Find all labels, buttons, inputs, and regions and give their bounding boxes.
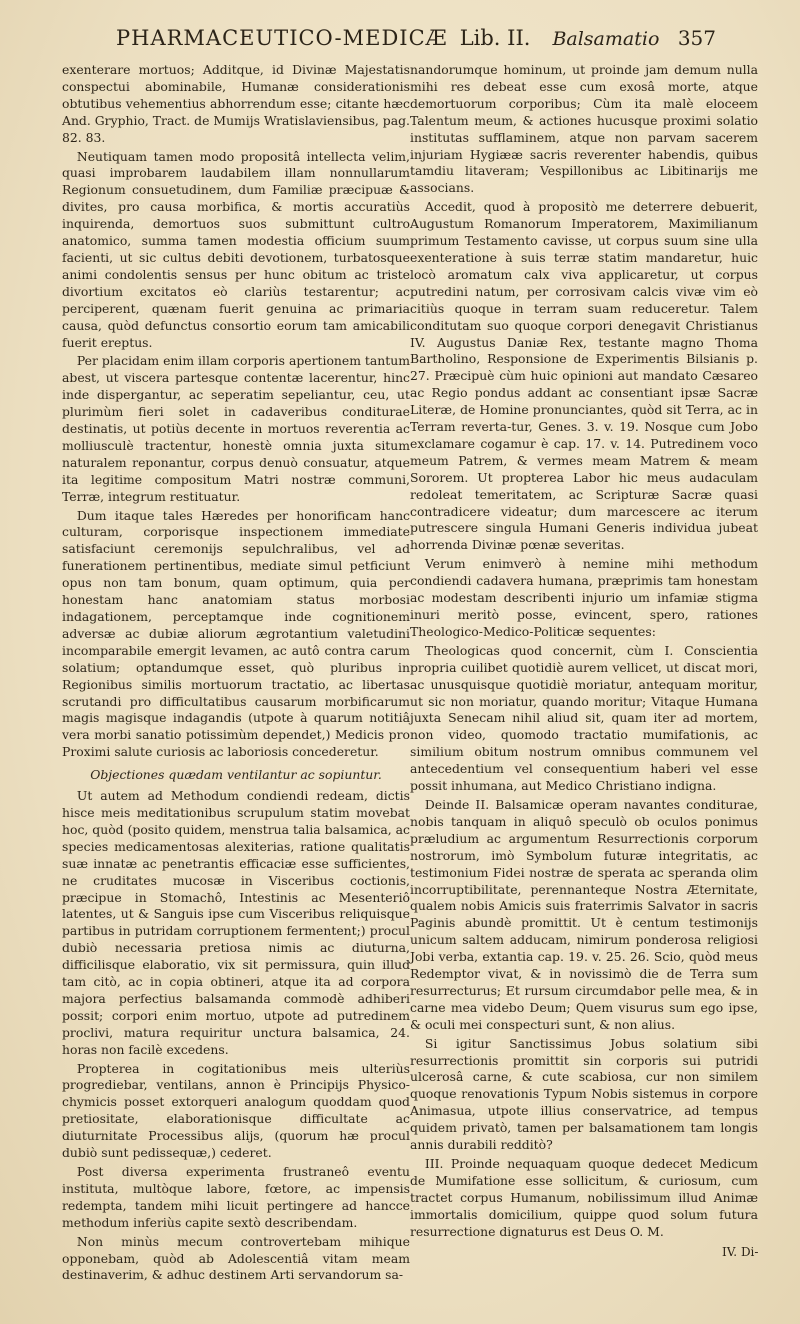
page-number: 357	[677, 26, 716, 50]
paragraph: Post diversa experimenta frustraneô eventu instituta, multòque labore, fœtore, ac impensis redempta, tandem mihi licuit pertingere ad hancce methodum inferiùs capite sextò describendam.	[62, 1164, 410, 1230]
paragraph: Theologicas quod concernit, cùm I. Conscientia propria cuilibet quotidiè aurem vellicet, ut discat mori, ac unusquisque quotidiè moriatur, antequam moritur, ut sic non moriatur, quando moritur; Vitaque Humana juxta Senecam nihil aliud sit, quam iter ad mortem, non video, quomodo tractatio mumifationis, ac similium obitum nostrum omnibus communem vel antecedentium vel consequentium haberi vel esse possit inhumana, aut Medico Christiano indigna.	[410, 642, 758, 794]
paragraph: Propterea in cogitationibus meis ulteriùs progrediebar, ventilans, annon è Principijs Physico-chymicis posset extorqueri analogum quoddam quod pretiositate, elaborationisque difficultate ac diuturnitate Processibus alijs, (quorum hæ procul dubiò sunt pedissequæ,) cederet.	[62, 1060, 410, 1161]
paragraph: Ut autem ad Methodum condiendi redeam, dictis hisce meis meditationibus scrupulum statim movebat hoc, quòd (posito quidem, menstrua talia balsamica, ac species medicamentosas alexiterias, ratione qualitatis suæ innatæ ac penetrantis efficaciæ esse sufficientes, ne cruditates mucosæ in Visceribus coctionis, præcipue in Stomachô, Intestinis ac Mesenteriô latentes, ut & Sanguis ipse cum Visceribus reliquisque partibus in putridam corruptionem fermentent;) procul dubiò necessaria pretiosa nimis ac diuturna, difficilisque elaboratio, vix sit permissura, quin illud tam citò, ac in copia obtineri, atque ita ad corpora majora perfectius balsamanda commodè adhiberi possit; corpori enim mortuo, utpote ad putredinem proclivi, matura requiritur unctura balsamica, 24. horas non facilè excedens.	[62, 788, 410, 1057]
section-heading: Objectiones quædam ventilantur ac sopiuntur.	[90, 767, 382, 783]
running-header	[116, 26, 716, 66]
paragraph: Per placidam enim illam corporis apertionem tantum abest, ut viscera partesque contentæ lacerentur, hinc inde dispergantur, ac seperatim sepeliantur, ceu, ut plurimùm fieri solet in cadaveribus conditurae destinatis, ut potiùs decente in mortuos reverentia ac molliusculè tractentur, honestè omnia juxta situm naturalem reponantur, corpus denuò consuatur, atque ita legitime compositum Matri nostræ communi, Terræ, integrum restituatur.	[62, 353, 410, 504]
paragraph: Deinde II. Balsamicæ operam navantes conditurae, nobis tanquam in aliquô speculò ob oculos ponimus præludium ac argumentum Resurrectionis corporum nostrorum, imò Symbolum futuræ integritatis, ac testimonium Fidei nostræ de sperata ac speranda olim incorruptibilitate, perennanteque Nostra Æternitate, qualem nobis Amicis suis fraterrimis Salvator in sacris Paginis abundè promittit. Ut è centum testimonijs unicum saltem adducam, nimirum ponderosa religiosi Jobi verba, extantia cap. 19. v. 25. 26. Scio, quòd meus Redemptor vivat, & in novissimò die de Terra sum resurrecturus; Et rursum circumdabor pelle mea, & in carne mea videbo Deum; Quem visurus sum ego ipse, & oculi mei conspecturi sunt, & non alius.	[410, 796, 758, 1032]
paragraph: Non minùs mecum controvertebam mihique opponebam, quòd ab Adolescentiâ vitam meam destinaverim, & adhuc destinem Arti servandorum sa-	[62, 1233, 410, 1283]
paragraph: exenterare mortuos; Additque, id Divinæ Majestatis conspectui abominabile, Humanæ considerationis obtutibus vehementius abhorrendum esse; citante hæc And. Gryphio, Tract. de Mumijs Wratislaviensibus, pag. 82. 83.	[62, 62, 410, 145]
paragraph: Si igitur Sanctissimus Jobus solatium sibi resurrectionis promittit sin corporis sui putridi ulcerosâ carne, & cute scabiosa, cur non similem quoque renovationis Typum Nobis sistemus in corpore Animasua, utpote illius conservatrice, ad tempus quidem privatò, tamen per balsamationem tam longis annis durabili redditò?	[410, 1035, 758, 1153]
paragraph: nandorumque hominum, ut proinde jam demum nulla mihi res debeat esse cum exosâ morte, atque demortuorum corporibus; Cùm ita malè eloceem Talentum meum, & actiones hucusque proximi solatio institutas sufflaminem, atque non parvam sacerem injuriam Hygiææ sacris reverenter habendis, quibus tamdiu litaveram; Vespillonibus ac Libitinarijs me associans.	[410, 62, 758, 196]
left-column	[62, 62, 410, 1286]
catchword: IV. Di-	[722, 1245, 759, 1259]
paragraph: Verum enimverò à nemine mihi methodum condiendi cadavera humana, præprimis tam honestam ac modestam describenti injurio um infamiæ stigma inuri meritò posse, evincent, spero, rationes Theologico-Medico-Politicæ sequentes:	[410, 556, 758, 639]
paragraph: Dum itaque tales Hæredes per honorificam hanc culturam, corporisque inspectionem immediate satisfaciunt ceremonijs sepulchralibus, vel ad funerationem pertinentibus, mediate simul petficiunt opus non tam bonum, quam optimum, quia per honestam hanc anatomiam status morbosi indagationem, perceptamque inde cognitionem adversæ ac dubiæ aliorum ægrotantium valetudini incomparabile emergit levamen, ac autô contra carum solatium; optandumque esset, quò pluribus in Regionibus similis mortuorum tractatio, ac libertas scrutandi pro difficultatibus causarum morbificarum magis magisque indagandis (utpote à quarum notitiâ vera morbi sanatio potissimùm dependet,) Medicis pro Proximi salute curiosis ac laboriosis concederetur.	[62, 507, 410, 760]
section-title: Balsamatio	[552, 28, 660, 50]
book-number: Lib. II.	[459, 26, 531, 50]
paragraph: III. Proinde nequaquam quoque dedecet Medicum de Mumifatione esse sollicitum, & curiosum, cum tractet corpus Humanum, nobilissimum illud Animæ immortalis domicilium, quippe quod solum futura resurrectione dignaturus est Deus O. M.	[410, 1156, 758, 1239]
right-column	[410, 62, 758, 1243]
paragraph: Neutiquam tamen modo propositâ intellecta velim, quasi improbarem laudabilem illam nonnullarum Regionum consuetudinem, dum Familiæ præcipuæ & divites, pro causa morbifica, & mortis accuratiùs inquirenda, demortuos suos submittunt cultro anatomico, summa tamen modestia officium suum facienti, ut sic cultus debiti devotionem, turbatosque animi condolentis sensus per hunc obitum ac triste divortium excitatos eò clariùs testarentur; ac perciperent, quænam fuerit genuina ac primaria causa, quòd defunctus consortio eorum tam amicabili fuerit ereptus.	[62, 148, 410, 350]
paragraph: Accedit, quod à propositò me deterrere debuerit, Augustum Romanorum Imperatorem, Maximilianum primum Testamento cavisse, ut corpus suum sine ulla exenteratione à suis terræ statim mandaretur, huic locò aromatum calx viva applicaretur, ut corpus putredini natum, per corrosivam calcis vivæ vim eò citiùs quoque in terram suam reduceretur. Talem conditutam suo quoque corpori denegavit Christianus IV. Augustus Daniæ Rex, testante magno Thoma Bartholino, Responsione de Experimentis Bilsianis p. 27. Præcipuè cùm huic opinioni aut mandato Cæsareo ac Regio pondus addant ac consentiant ipsæ Sacræ Literæ, de Homine pronunciantes, quòd sit Terra, ac in Terram reverta-tur, Genes. 3. v. 19. Nosque cum Jobo exclamare cogamur è cap. 17. v. 14. Putredinem voco meum Patrem, & vermes meam Matrem & meam Sororem. Ut propterea Labor hic meus audaculam redoleat temeritatem, ac Scripturæ Sacræ quasi contradicere videatur; dum marcescere ac iterum putrescere singula Humani Generis individua jubeat horrenda Divinæ pœnæ severitas.	[410, 199, 758, 553]
running-title: PHARMACEUTICO-MEDICÆ	[116, 26, 448, 50]
